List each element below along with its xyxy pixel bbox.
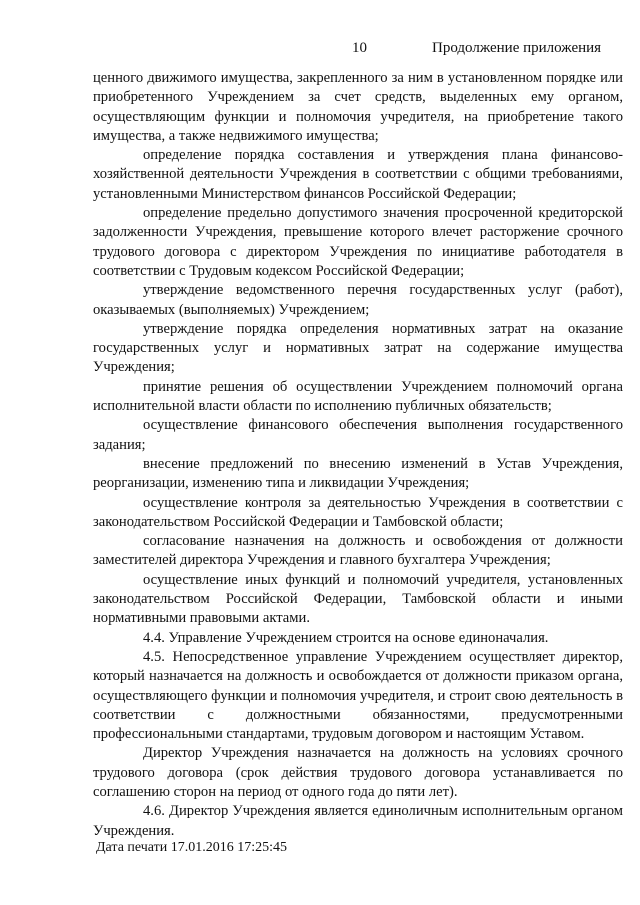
paragraph: определение порядка составления и утверждения плана финансово-хозяйственной деятельности Учреждения в соответствии с общими требованиями, установленными Министерством финансов Российской Федерации;: [93, 147, 623, 202]
paragraph: утверждение порядка определения нормативных затрат на оказание государственных услуг и нормативных затрат на содержание имущества Учреждения;: [93, 320, 623, 376]
paragraph: определение предельно допустимого значения просроченной кредиторской задолженности Учреждения, превышение которого влечет расторжение срочного трудового договора с директором Учреждения по инициативе работодателя в соответствии с Трудовым кодексом Российской Федерации;: [93, 205, 623, 279]
page-number: 10: [352, 40, 367, 56]
paragraph: осуществление контроля за деятельностью Учреждения в соответствии с законодательством Российской Федерации и Тамбовской области;: [93, 494, 623, 530]
paragraph: осуществление иных функций и полномочий учредителя, установленных законодательством Российской Федерации, Тамбовской области и иными нормативными правовыми актами.: [93, 571, 623, 627]
paragraph: внесение предложений по внесению изменений в Устав Учреждения, реорганизации, изменению типа и ликвидации Учреждения;: [93, 455, 623, 492]
paragraph: ценного движимого имущества, закрепленного за ним в установленном порядке или приобретенного Учреждением за счет средств, выделенных ему органом, осуществляющим функции и полномочия учредителя, на приобретение такого имущества, а также недвижимого имущества;: [93, 70, 623, 144]
page-header: [0, 40, 640, 62]
paragraph: согласование назначения на должность и освобождения от должности заместителей директора Учреждения и главного бухгалтера Учреждения;: [93, 533, 623, 569]
paragraph: Директор Учреждения назначается на должность на условиях срочного трудового договора (срок действия трудового договора устанавливается по соглашению сторон на период от одного года до пяти лет).: [93, 745, 623, 800]
paragraph: осуществление финансового обеспечения выполнения государственного задания;: [93, 417, 623, 453]
paragraph: принятие решения об осуществлении Учреждением полномочий органа исполнительной власти области по исполнению публичных обязательств;: [93, 378, 623, 415]
print-date: Дата печати 17.01.2016 17:25:45: [96, 840, 288, 855]
paragraph: утверждение ведомственного перечня государственных услуг (работ), оказываемых (выполняемых) Учреждением;: [93, 282, 623, 318]
appendix-label: Продолжение приложения: [432, 40, 602, 56]
section-4-5: 4.5. Непосредственное управление Учреждением осуществляет директор, который назначается на должность и освобождается от должности приказом органа, осуществляющего функции и полномочия учредителя, и строит свою деятельность в соответствии с должностными обязанностями, предусмотренными профессиональными стандартами, трудовым договором и настоящим Уставом.: [93, 648, 623, 743]
section-4-6: 4.6. Директор Учреждения является единоличным исполнительным органом Учреждения.: [93, 803, 623, 839]
section-4-4: 4.4. Управление Учреждением строится на основе единоначалия.: [143, 629, 549, 646]
document-body: [93, 69, 623, 841]
